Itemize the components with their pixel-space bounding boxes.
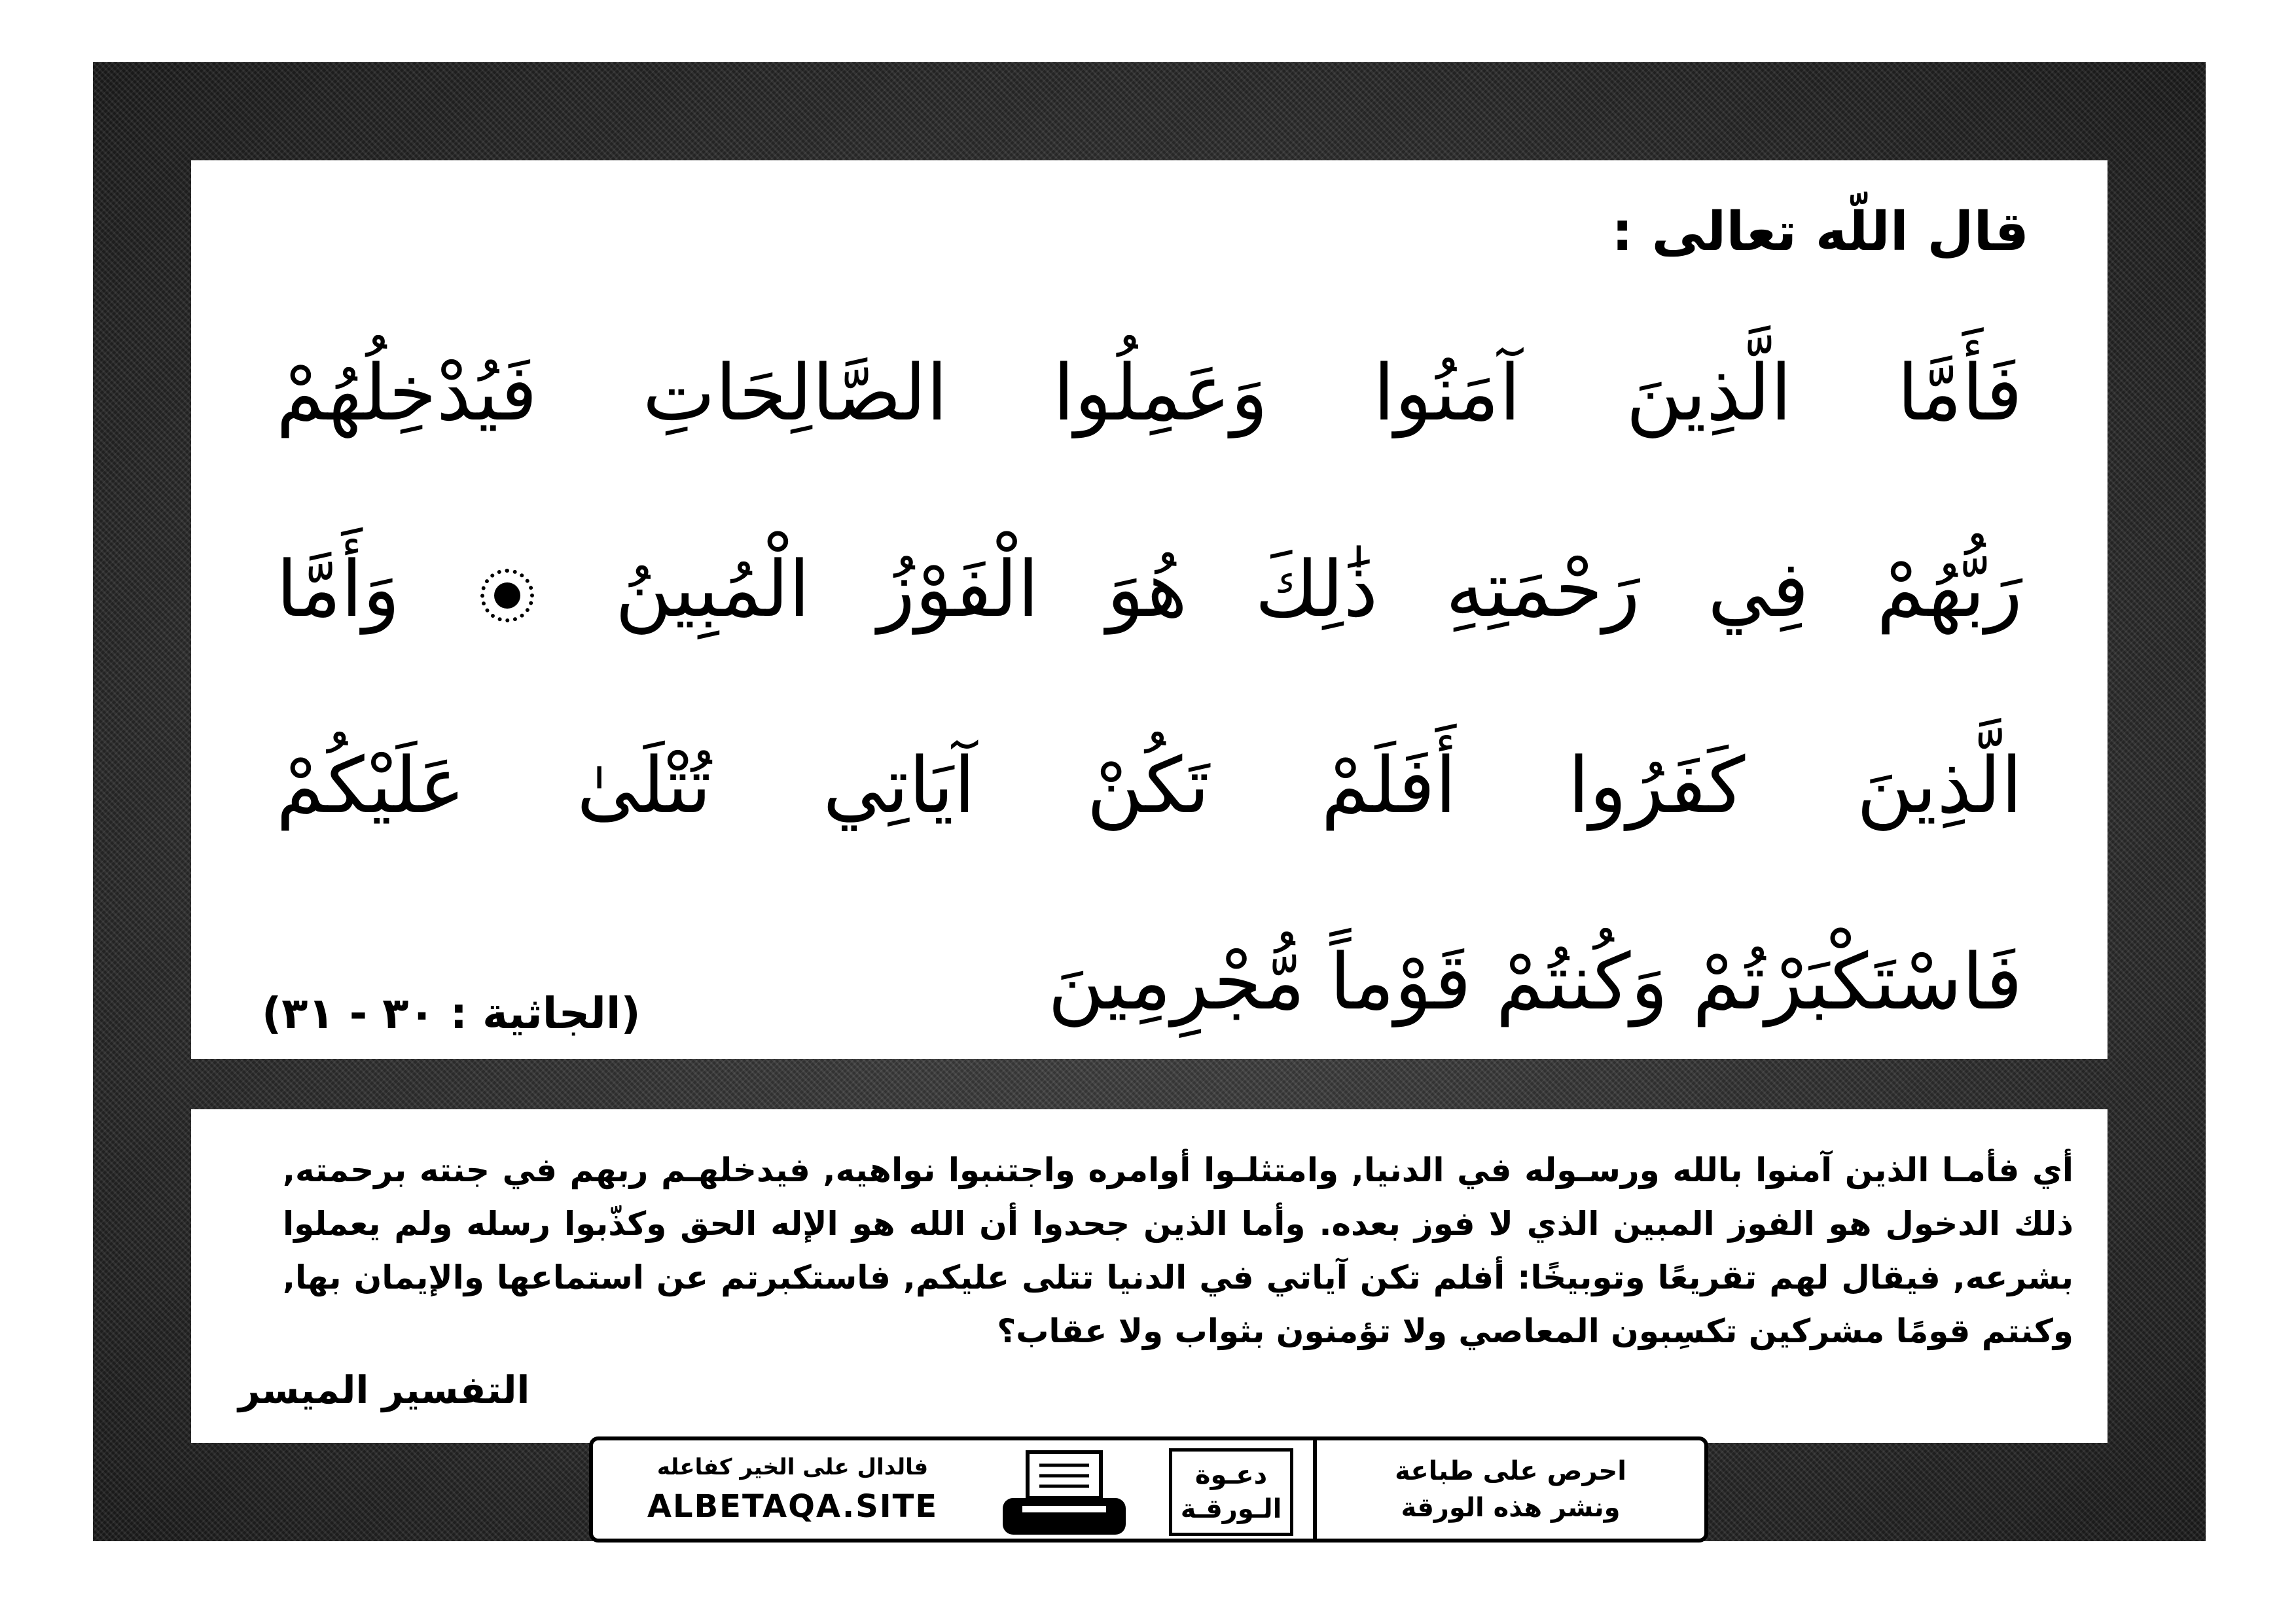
verse-line-3: الَّذِينَ كَفَرُوا أَفَلَمْ تَكُنْ آيَاتِي تُتْلَىٰ عَلَيْكُمْ: [276, 740, 2022, 830]
verse-line-1: فَأَمَّا الَّذِينَ آمَنُوا وَعَمِلُوا الصَّالِحَاتِ فَيُدْخِلُهُمْ: [276, 348, 2022, 438]
footer-print-notice: احرص على طباعة ونشر هذه الورقة: [1395, 1456, 1626, 1523]
verse-line-2-end: وَأَمَّا: [276, 544, 400, 634]
footer-site-link[interactable]: ALBETAQA.SITE: [647, 1488, 939, 1525]
verse-text: [276, 294, 2022, 1080]
tafsir-source: التفسير الميسر: [238, 1368, 530, 1412]
verse-line-2-text: رَبُّهُمْ فِي رَحْمَتِهِ ذَٰلِكَ هُوَ الْفَوْزُ الْمُبِينُ: [615, 544, 2023, 634]
verse-line-4: فَاسْتَكْبَرْتُمْ وَكُنتُمْ قَوْماً مُّجْرِمِينَ: [1047, 936, 2022, 1027]
footer-slogan: فالدال على الخير كفاعله: [656, 1454, 929, 1480]
dawat-alwaraqa-logo: دعـوة الـورقـة: [1169, 1448, 1293, 1536]
verse-line-2: [276, 491, 2022, 687]
printer-icon: [999, 1448, 1130, 1537]
verse-panel: [191, 160, 2108, 1059]
verse-intro-title: قال اللّه تعالى :: [1611, 201, 2029, 263]
verse-reference: (الجاثية : ٣٠ - ٣١): [262, 988, 641, 1039]
tafsir-panel: [191, 1109, 2108, 1443]
footer-site-block: [593, 1440, 992, 1539]
tafsir-text: أي فأمـا الذين آمنوا بالله ورسـوله في الدنيا, وامتثلـوا أوامره واجتنبوا نواهيه, فيدخلهـم ربهم في جنته برحمته, ذلك الدخول هو الفوز المبين الذي لا فوز بعده. وأما الذين جحدوا أن الله هو الإله الحق وكذّبوا رسله ولم يعملوا بشرعه, فيقال لهم تقريعًا وتوبيخًا: أفلم تكن آياتي في الدنيا تتلى عليكم, فاستكبرتم عن استماعها والإيمان بها, وكنتم قومًا مشركين تكسِبون المعاصي ولا تؤمنون بثواب ولا عقاب؟: [283, 1151, 2073, 1350]
ayah-end-mark-icon: [480, 569, 534, 622]
footer-banner: [589, 1436, 1708, 1543]
